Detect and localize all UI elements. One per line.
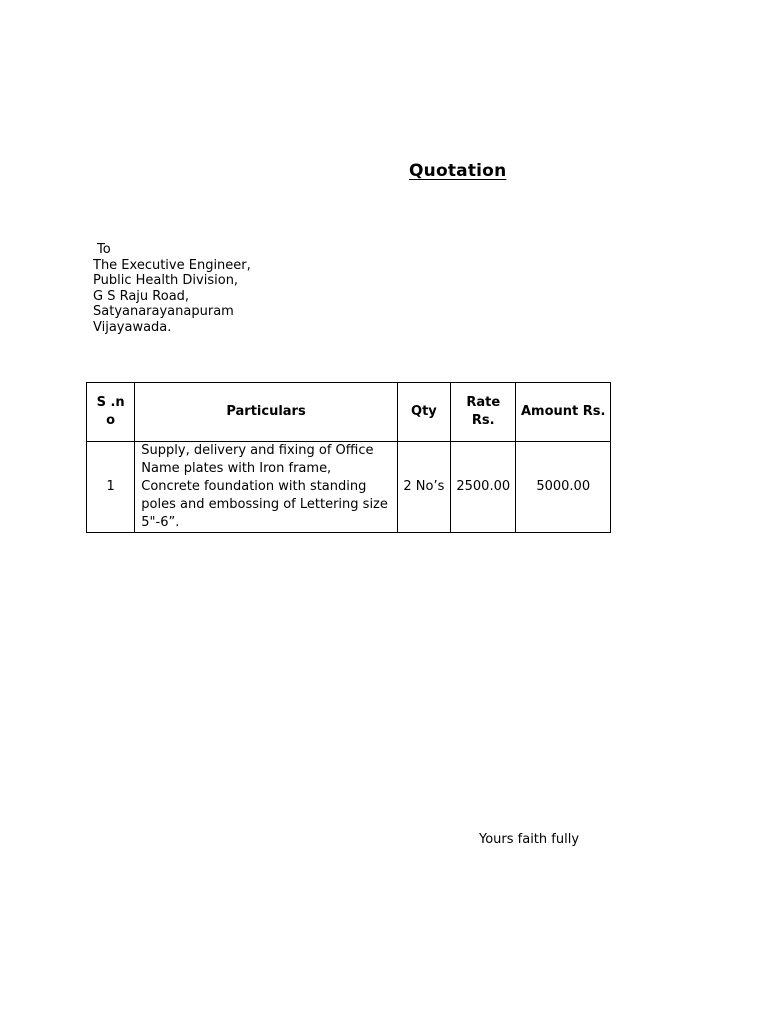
table-row: [87, 442, 611, 533]
header-particulars: Particulars: [135, 383, 398, 442]
page-title: Quotation: [409, 161, 507, 181]
address-line-area: Satyanarayanapuram: [93, 304, 234, 319]
header-amount: Amount Rs.: [516, 383, 611, 442]
cell-sno: 1: [87, 442, 135, 533]
cell-qty: 2 No’s: [397, 442, 450, 533]
address-line-road: G S Raju Road,: [93, 288, 190, 304]
address-line-designation: The Executive Engineer,: [93, 257, 251, 273]
address-to: To: [97, 242, 111, 257]
header-qty: Qty: [397, 383, 450, 442]
cell-amount: 5000.00: [516, 442, 611, 533]
address-line-city: Vijayawada.: [93, 319, 172, 335]
cell-rate: 2500.00: [451, 442, 516, 533]
cell-particulars: Supply, delivery and fixing of Office Name plates with Iron frame, Concrete foundation with standing poles and embossing of Lettering size 5"-6”.: [135, 442, 398, 533]
header-rate: Rate Rs.: [451, 383, 516, 442]
address-line-division: Public Health Division,: [93, 273, 239, 288]
recipient-address: [93, 242, 251, 335]
table-header-row: [87, 383, 611, 442]
closing-salutation: Yours faith fully: [479, 832, 580, 847]
quotation-table: [86, 382, 611, 533]
header-sno: S .n o: [87, 383, 135, 442]
